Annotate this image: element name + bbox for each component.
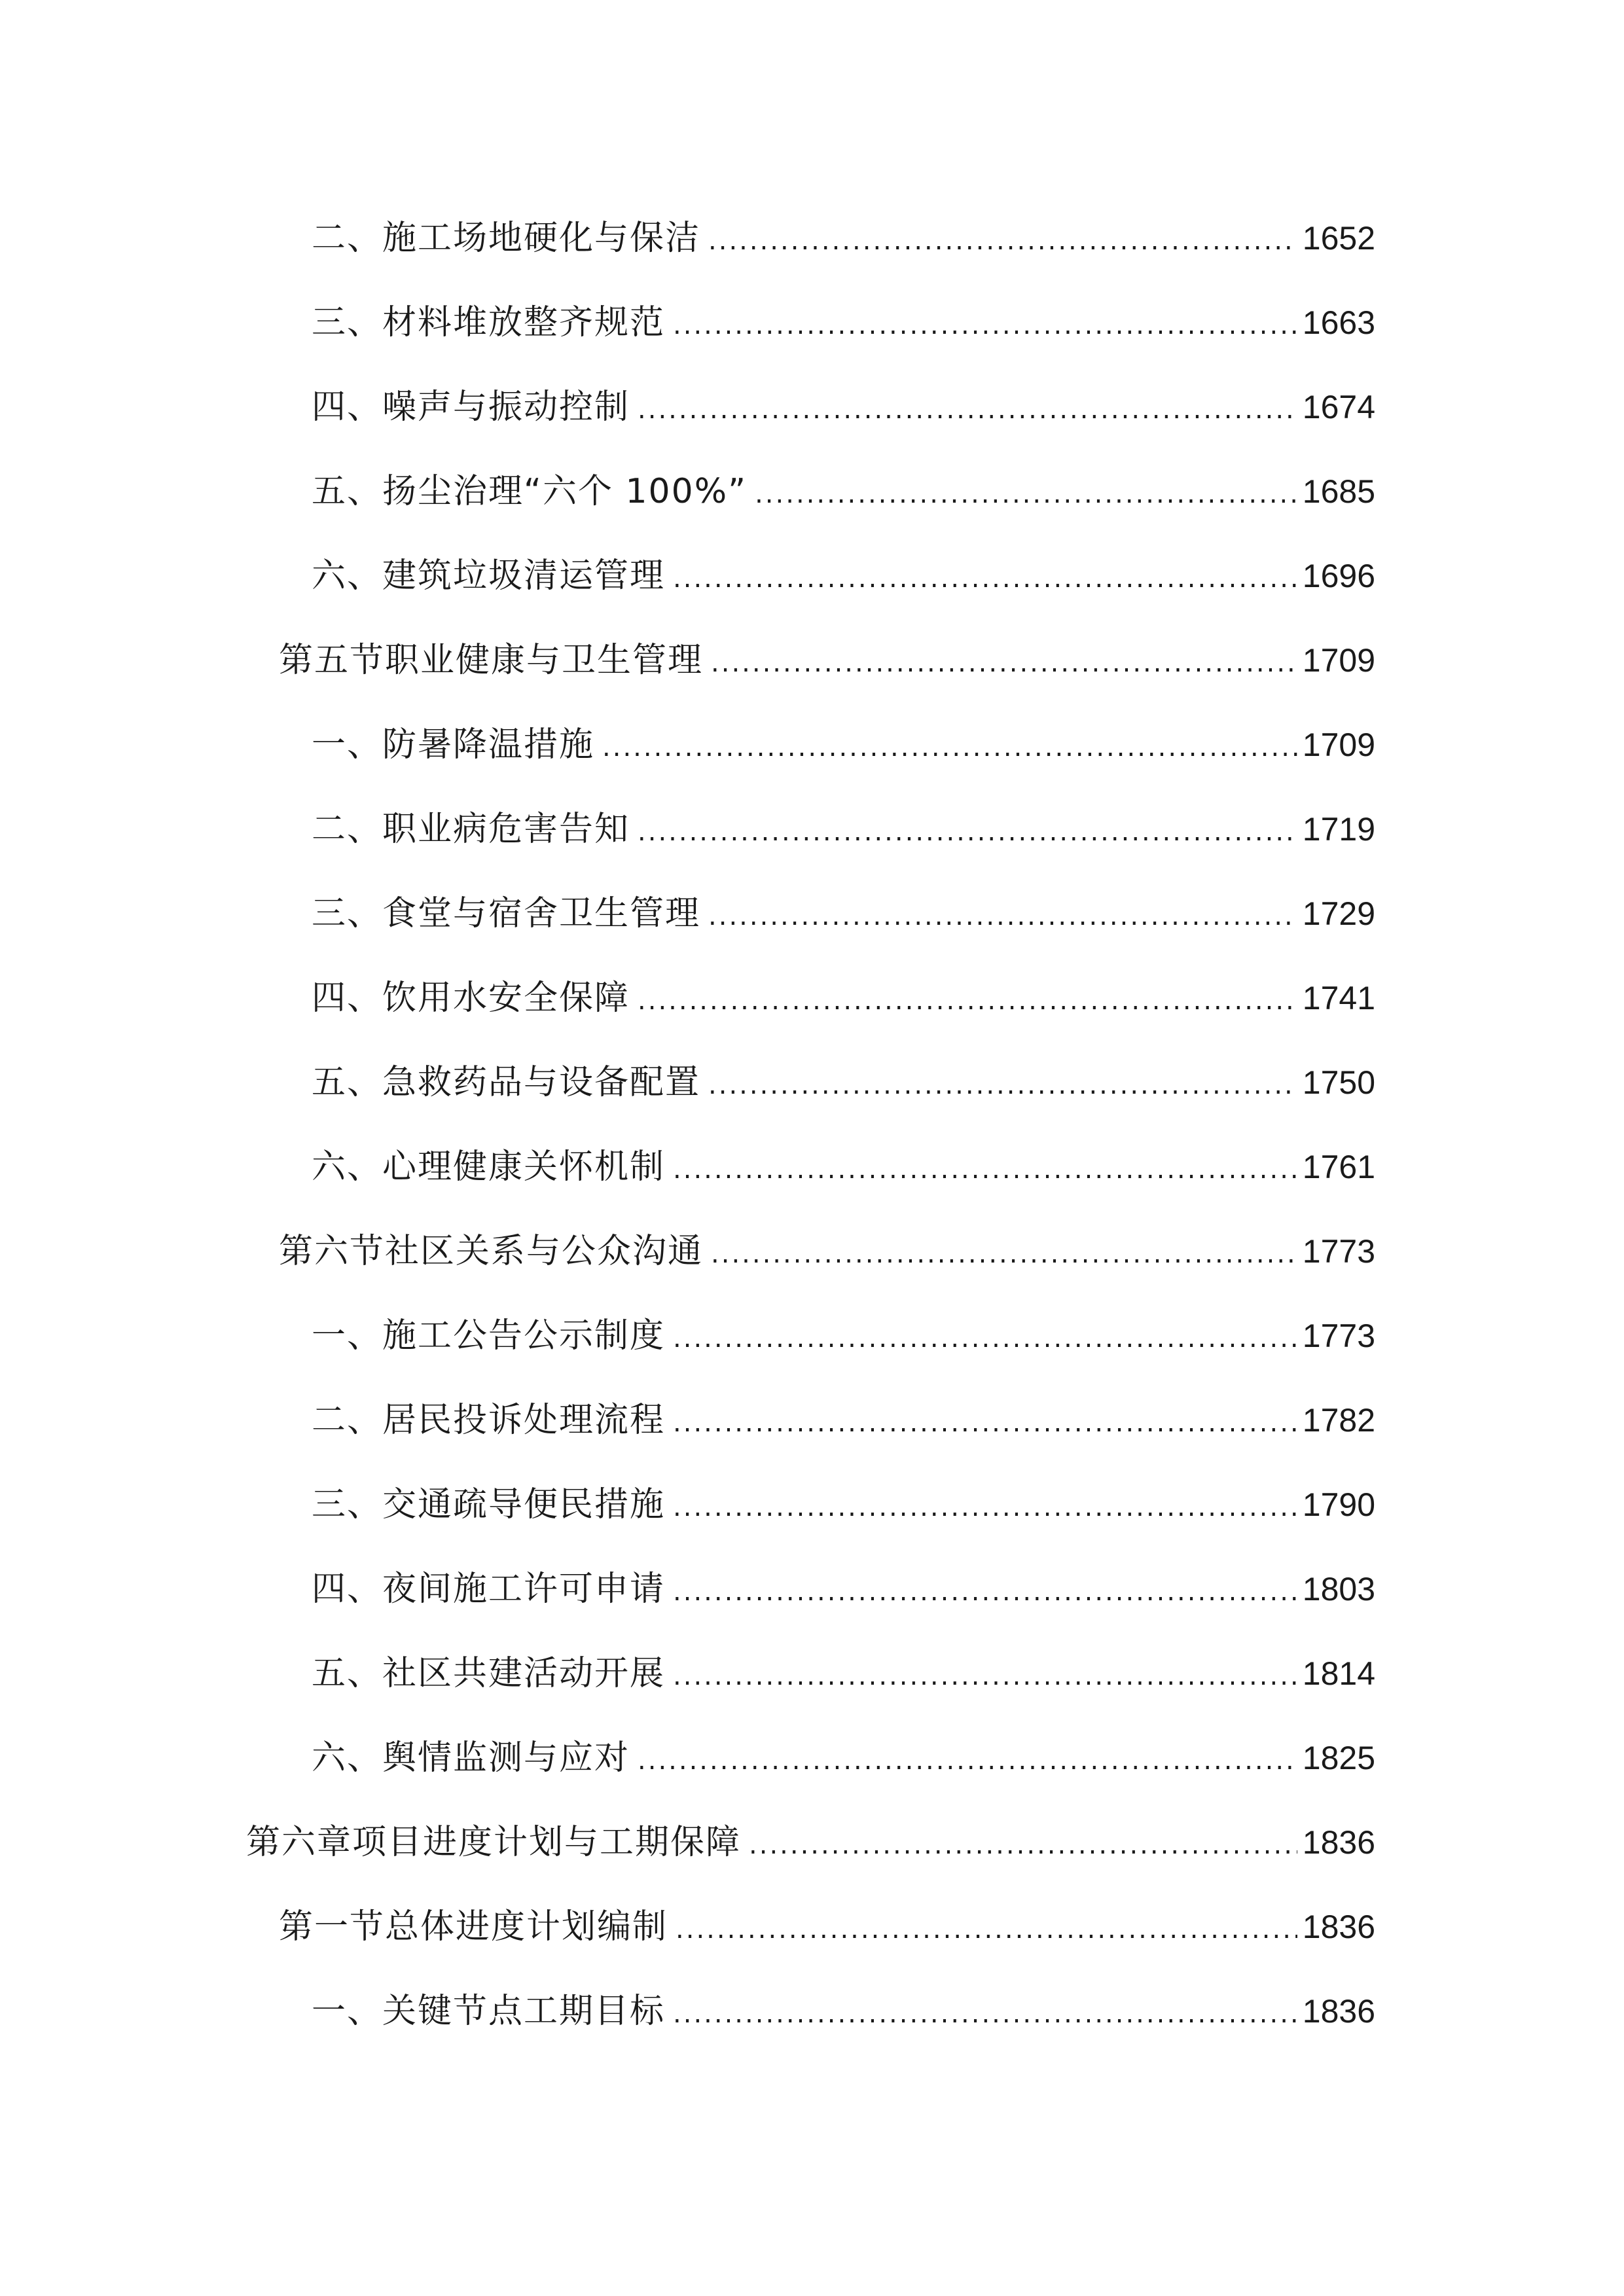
toc-entry-page: 1709	[1302, 642, 1375, 679]
dot-leader	[673, 1653, 1297, 1700]
toc-entry[interactable]	[312, 1734, 1375, 1782]
dot-leader	[755, 471, 1297, 518]
dot-leader	[602, 724, 1297, 771]
toc-entry-page: 1773	[1302, 1233, 1375, 1270]
toc-entry-page: 1709	[1302, 726, 1375, 763]
toc-entry-page: 1729	[1302, 895, 1375, 932]
dot-leader	[673, 1315, 1297, 1362]
dot-leader	[673, 1568, 1297, 1615]
toc-entry[interactable]	[312, 215, 1375, 262]
toc-entry-title: 六、舆情监测与应对	[312, 1738, 630, 1778]
toc-entry-page: 1825	[1302, 1740, 1375, 1776]
toc-entry[interactable]	[312, 1650, 1375, 1697]
toc-entry-page: 1836	[1302, 1824, 1375, 1861]
toc-entry-title: 一、防暑降温措施	[312, 725, 595, 764]
toc-entry-title: 五、急救药品与设备配置	[312, 1063, 701, 1102]
toc-entry[interactable]	[312, 384, 1375, 431]
toc-entry[interactable]	[312, 552, 1375, 600]
toc-entry-page: 1761	[1302, 1149, 1375, 1185]
toc-entry-title: 第一节总体进度计划编制	[279, 1907, 668, 1946]
dot-leader	[673, 302, 1297, 349]
toc-entry-title: 五、扬尘治理“六个 100%”	[312, 472, 748, 511]
toc-entry-page: 1685	[1302, 473, 1375, 510]
dot-leader	[676, 1906, 1297, 1953]
dot-leader	[638, 386, 1297, 433]
toc-entry-title: 三、材料堆放整齐规范	[312, 303, 666, 342]
toc-entry-title: 五、社区共建活动开展	[312, 1654, 666, 1693]
toc-entry[interactable]	[312, 1312, 1375, 1359]
toc-entry-page: 1790	[1302, 1486, 1375, 1523]
dot-leader	[711, 1230, 1297, 1278]
toc-entry-page: 1773	[1302, 1318, 1375, 1354]
toc-entry[interactable]	[312, 1988, 1375, 2035]
toc-entry-page: 1836	[1302, 1993, 1375, 2030]
toc-entry[interactable]	[312, 1143, 1375, 1191]
toc-entry-title: 一、施工公告公示制度	[312, 1316, 666, 1355]
dot-leader	[673, 1990, 1297, 2037]
toc-entry[interactable]	[312, 890, 1375, 937]
toc-entry-page: 1750	[1302, 1064, 1375, 1101]
toc-entry[interactable]	[312, 721, 1375, 768]
dot-leader	[638, 977, 1297, 1024]
toc-entry-page: 1814	[1302, 1655, 1375, 1692]
toc-entry-title: 四、夜间施工许可申请	[312, 1570, 666, 1609]
toc-entry-page: 1741	[1302, 980, 1375, 1016]
toc-entry[interactable]	[312, 806, 1375, 853]
toc-entry-title: 第六节社区关系与公众沟通	[279, 1232, 704, 1271]
dot-leader	[708, 1062, 1297, 1109]
toc-entry-title: 二、职业病危害告知	[312, 810, 630, 849]
toc-entry-title: 二、居民投诉处理流程	[312, 1401, 666, 1440]
dot-leader	[711, 639, 1297, 687]
toc-entry-page: 1803	[1302, 1571, 1375, 1607]
toc-entry-page: 1674	[1302, 389, 1375, 425]
toc-entry-page: 1663	[1302, 304, 1375, 341]
dot-leader	[708, 217, 1297, 264]
toc-entry-page: 1836	[1302, 1909, 1375, 1945]
toc-entry-title: 第五节职业健康与卫生管理	[279, 641, 704, 680]
dot-leader	[749, 1821, 1297, 1869]
toc-entry-title: 六、建筑垃圾清运管理	[312, 556, 666, 596]
toc-entry-title: 四、饮用水安全保障	[312, 978, 630, 1018]
toc-entry[interactable]	[312, 975, 1375, 1022]
toc-entry-title: 六、心理健康关怀机制	[312, 1147, 666, 1187]
toc-entry-title: 一、关键节点工期目标	[312, 1992, 666, 2031]
toc-entry-title: 三、交通疏导便民措施	[312, 1485, 666, 1524]
toc-entry-page: 1719	[1302, 811, 1375, 848]
toc-entry[interactable]	[279, 1903, 1375, 1950]
toc-entry[interactable]	[312, 468, 1375, 515]
toc-entry-page: 1782	[1302, 1402, 1375, 1439]
dot-leader	[673, 1484, 1297, 1531]
toc-entry[interactable]	[312, 1397, 1375, 1444]
dot-leader	[638, 808, 1297, 855]
toc-entry[interactable]	[312, 1481, 1375, 1528]
toc-entry[interactable]	[279, 1228, 1375, 1275]
toc-entry[interactable]	[246, 1819, 1375, 1866]
dot-leader	[673, 555, 1297, 602]
toc-entry-title: 二、施工场地硬化与保洁	[312, 219, 701, 258]
toc-entry[interactable]	[312, 299, 1375, 346]
dot-leader	[673, 1146, 1297, 1193]
dot-leader	[708, 893, 1297, 940]
toc-entry[interactable]	[312, 1059, 1375, 1106]
dot-leader	[638, 1737, 1297, 1784]
toc-entry[interactable]	[279, 637, 1375, 684]
dot-leader	[673, 1399, 1297, 1446]
toc-entry-title: 三、食堂与宿舍卫生管理	[312, 894, 701, 933]
toc-entry[interactable]	[312, 1566, 1375, 1613]
toc-entry-title: 四、噪声与振动控制	[312, 387, 630, 427]
toc-entry-page: 1652	[1302, 220, 1375, 257]
toc-entry-title: 第六章项目进度计划与工期保障	[246, 1823, 742, 1862]
toc-entry-page: 1696	[1302, 558, 1375, 594]
